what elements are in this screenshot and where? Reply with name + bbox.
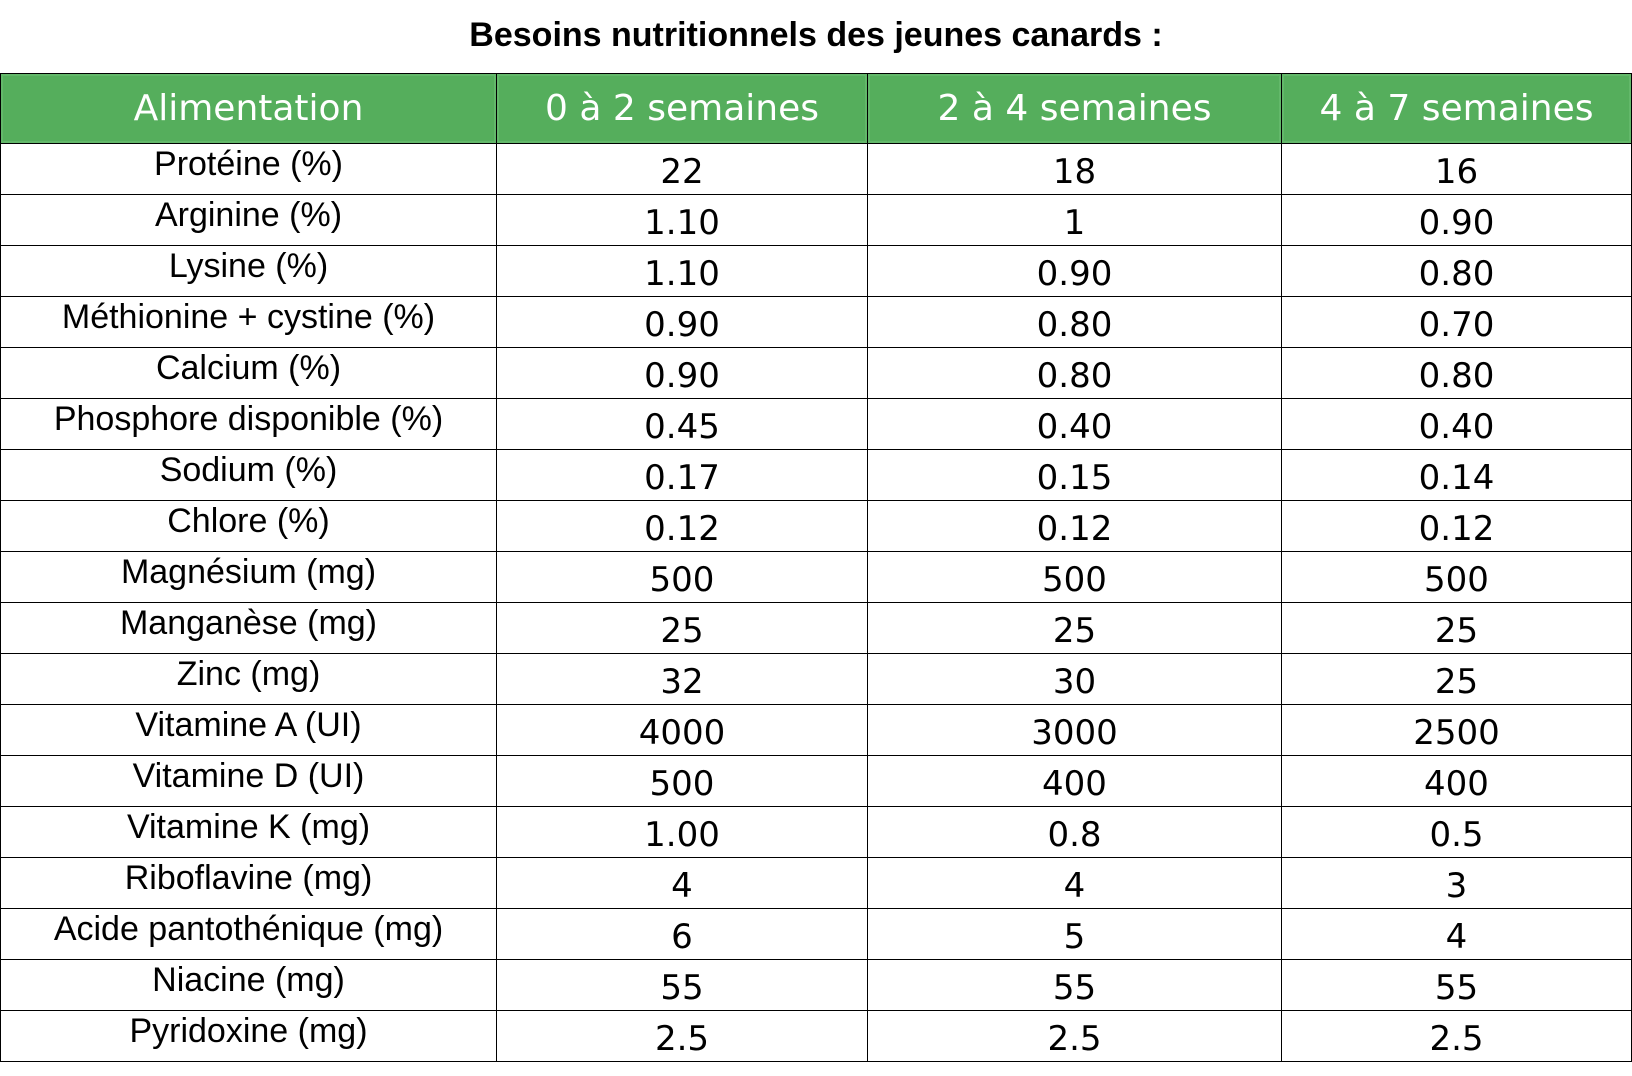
value-0-2-weeks: 0.12 — [497, 501, 868, 552]
value-2-4-weeks: 1 — [868, 195, 1282, 246]
nutrient-name: Calcium (%) — [1, 348, 497, 399]
value-4-7-weeks: 55 — [1282, 960, 1632, 1011]
table-row — [1, 144, 1632, 195]
value-2-4-weeks: 0.8 — [868, 807, 1282, 858]
value-0-2-weeks: 500 — [497, 756, 868, 807]
nutrition-table — [0, 73, 1632, 1062]
nutrient-name: Phosphore disponible (%) — [1, 399, 497, 450]
nutrient-name: Zinc (mg) — [1, 654, 497, 705]
value-2-4-weeks: 18 — [868, 144, 1282, 195]
table-row — [1, 297, 1632, 348]
column-header-2-4-weeks: 2 à 4 semaines — [868, 74, 1282, 144]
value-0-2-weeks: 6 — [497, 909, 868, 960]
table-row — [1, 552, 1632, 603]
value-4-7-weeks: 0.14 — [1282, 450, 1632, 501]
table-row — [1, 246, 1632, 297]
value-4-7-weeks: 0.12 — [1282, 501, 1632, 552]
value-2-4-weeks: 3000 — [868, 705, 1282, 756]
table-row — [1, 858, 1632, 909]
value-0-2-weeks: 22 — [497, 144, 868, 195]
table-row — [1, 909, 1632, 960]
nutrient-name: Protéine (%) — [1, 144, 497, 195]
nutrient-name: Arginine (%) — [1, 195, 497, 246]
value-4-7-weeks: 25 — [1282, 603, 1632, 654]
value-4-7-weeks: 25 — [1282, 654, 1632, 705]
table-row — [1, 1011, 1632, 1062]
value-2-4-weeks: 0.40 — [868, 399, 1282, 450]
value-4-7-weeks: 0.40 — [1282, 399, 1632, 450]
table-row — [1, 348, 1632, 399]
value-0-2-weeks: 55 — [497, 960, 868, 1011]
table-row — [1, 807, 1632, 858]
nutrient-name: Acide pantothénique (mg) — [1, 909, 497, 960]
value-4-7-weeks: 500 — [1282, 552, 1632, 603]
nutrient-name: Magnésium (mg) — [1, 552, 497, 603]
table-row — [1, 195, 1632, 246]
table-body — [1, 144, 1632, 1062]
value-2-4-weeks: 25 — [868, 603, 1282, 654]
table-row — [1, 705, 1632, 756]
table-row — [1, 654, 1632, 705]
value-0-2-weeks: 0.17 — [497, 450, 868, 501]
value-4-7-weeks: 400 — [1282, 756, 1632, 807]
value-2-4-weeks: 400 — [868, 756, 1282, 807]
value-4-7-weeks: 0.80 — [1282, 246, 1632, 297]
column-header-4-7-weeks: 4 à 7 semaines — [1282, 74, 1632, 144]
nutrient-name: Vitamine K (mg) — [1, 807, 497, 858]
table-row — [1, 399, 1632, 450]
value-0-2-weeks: 32 — [497, 654, 868, 705]
nutrient-name: Vitamine A (UI) — [1, 705, 497, 756]
table-row — [1, 501, 1632, 552]
nutrient-name: Chlore (%) — [1, 501, 497, 552]
nutrient-name: Sodium (%) — [1, 450, 497, 501]
value-0-2-weeks: 1.10 — [497, 195, 868, 246]
nutrient-name: Lysine (%) — [1, 246, 497, 297]
value-4-7-weeks: 0.80 — [1282, 348, 1632, 399]
value-4-7-weeks: 4 — [1282, 909, 1632, 960]
value-4-7-weeks: 0.90 — [1282, 195, 1632, 246]
value-4-7-weeks: 0.5 — [1282, 807, 1632, 858]
value-4-7-weeks: 0.70 — [1282, 297, 1632, 348]
nutrient-name: Niacine (mg) — [1, 960, 497, 1011]
page-title: Besoins nutritionnels des jeunes canards : — [469, 16, 1163, 54]
value-2-4-weeks: 0.80 — [868, 348, 1282, 399]
value-2-4-weeks: 0.15 — [868, 450, 1282, 501]
value-2-4-weeks: 5 — [868, 909, 1282, 960]
value-0-2-weeks: 0.90 — [497, 348, 868, 399]
value-0-2-weeks: 4 — [497, 858, 868, 909]
value-2-4-weeks: 0.80 — [868, 297, 1282, 348]
value-4-7-weeks: 2.5 — [1282, 1011, 1632, 1062]
value-0-2-weeks: 500 — [497, 552, 868, 603]
value-2-4-weeks: 30 — [868, 654, 1282, 705]
nutrient-name: Riboflavine (mg) — [1, 858, 497, 909]
value-2-4-weeks: 0.90 — [868, 246, 1282, 297]
value-4-7-weeks: 16 — [1282, 144, 1632, 195]
value-0-2-weeks: 4000 — [497, 705, 868, 756]
value-0-2-weeks: 25 — [497, 603, 868, 654]
value-2-4-weeks: 0.12 — [868, 501, 1282, 552]
value-2-4-weeks: 4 — [868, 858, 1282, 909]
column-header-alimentation: Alimentation — [1, 74, 497, 144]
nutrient-name: Vitamine D (UI) — [1, 756, 497, 807]
value-2-4-weeks: 55 — [868, 960, 1282, 1011]
table-row — [1, 960, 1632, 1011]
value-0-2-weeks: 1.10 — [497, 246, 868, 297]
table-row — [1, 450, 1632, 501]
value-0-2-weeks: 0.90 — [497, 297, 868, 348]
table-row — [1, 603, 1632, 654]
table-header-row — [1, 74, 1632, 144]
nutrient-name: Méthionine + cystine (%) — [1, 297, 497, 348]
nutrient-name: Manganèse (mg) — [1, 603, 497, 654]
nutrient-name: Pyridoxine (mg) — [1, 1011, 497, 1062]
table-row — [1, 756, 1632, 807]
value-4-7-weeks: 2500 — [1282, 705, 1632, 756]
value-0-2-weeks: 1.00 — [497, 807, 868, 858]
value-0-2-weeks: 0.45 — [497, 399, 868, 450]
value-0-2-weeks: 2.5 — [497, 1011, 868, 1062]
value-2-4-weeks: 500 — [868, 552, 1282, 603]
column-header-0-2-weeks: 0 à 2 semaines — [497, 74, 868, 144]
value-4-7-weeks: 3 — [1282, 858, 1632, 909]
value-2-4-weeks: 2.5 — [868, 1011, 1282, 1062]
